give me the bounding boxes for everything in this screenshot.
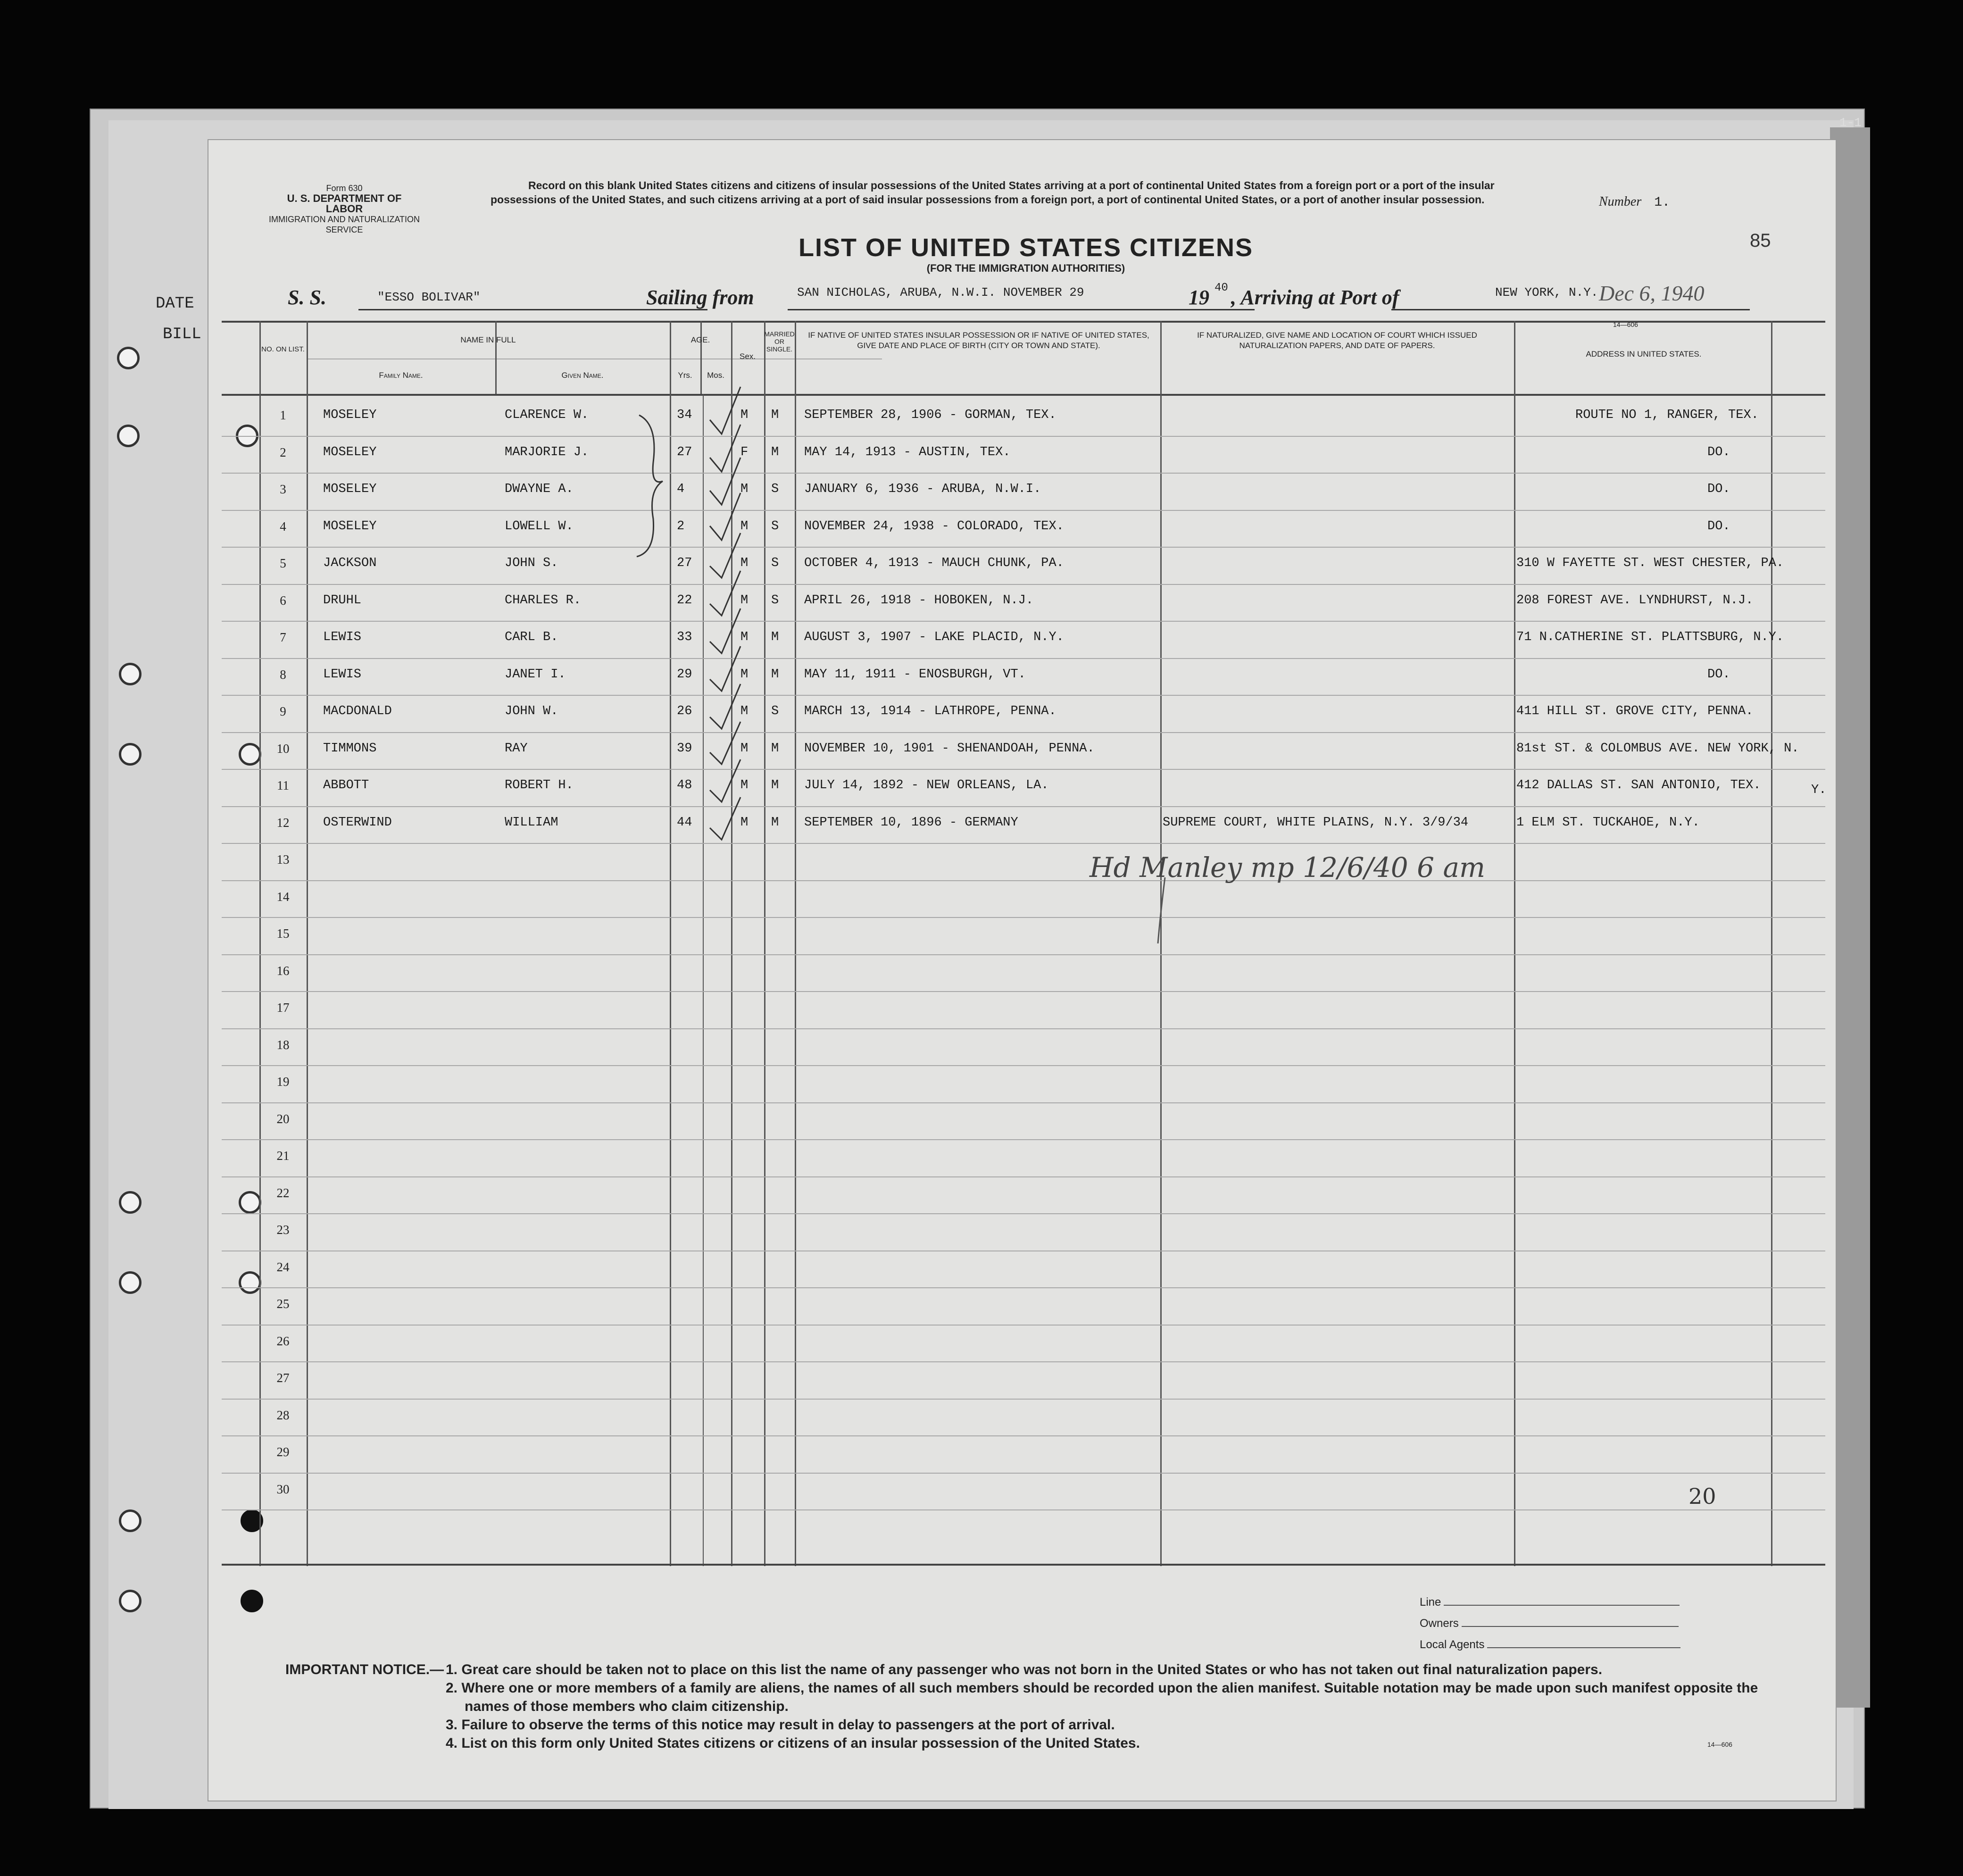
sailing-label: Sailing from [646,286,754,309]
sex-cell: F [740,445,749,459]
family-name-cell: JACKSON [323,556,377,570]
given-name-cell: WILLIAM [505,815,558,830]
age-years-cell: 26 [677,704,692,718]
birth-info-cell: SEPTEMBER 28, 1906 - GORMAN, TEX. [804,408,1056,422]
marital-status-cell: S [771,704,779,718]
address-cell: DO. [1707,482,1730,496]
row-number: 27 [276,1371,290,1385]
row-number: 17 [276,1001,290,1015]
sex-cell: M [740,593,749,608]
age-years-cell: 33 [677,630,692,644]
col-married-single: MARRIED OR SINGLE. [764,330,795,353]
department: U. S. DEPARTMENT OF LABOR [287,192,402,215]
marital-status-cell: M [771,815,779,830]
col-yrs: Yrs. [678,371,692,380]
age-years-cell: 48 [677,778,692,792]
binder-hole [119,1509,141,1532]
family-name-cell: MOSELEY [323,445,377,459]
binder-hole [119,663,141,685]
marital-status-cell: M [771,778,779,792]
row-number: 29 [276,1445,290,1459]
row-number: 19 [276,1075,290,1089]
col-name-in-full: NAME IN FULL [460,335,516,344]
check-mark [710,387,740,434]
notice-lead: IMPORTANT NOTICE.— [285,1662,444,1677]
col-given-name: Given Name. [561,371,604,380]
given-name-cell: ROBERT H. [505,778,574,792]
sex-cell: M [740,778,749,792]
row-number: 9 [280,704,286,718]
notice-item: 2. Where one or more members of a family are aliens, the names of all such members should be recorded upon the alien manifest. Suitable notation may be made upon such manifest opposite the names of those members who claim citizenship. [446,1680,1758,1714]
age-years-cell: 27 [677,556,692,570]
row-number: 30 [276,1482,290,1496]
row-number: 13 [276,852,290,867]
row-number: 1 [280,408,286,422]
check-mark [710,425,740,472]
col-address: ADDRESS IN UNITED STATES. [1586,350,1702,359]
agents-label-text: Local Agents [1420,1638,1485,1651]
birth-info-cell: AUGUST 3, 1907 - LAKE PLACID, N.Y. [804,630,1064,644]
binder-hole [119,1590,141,1612]
birth-info-cell: MAY 11, 1911 - ENOSBURGH, VT. [804,667,1026,682]
row-number: 3 [280,482,286,496]
birth-info-cell: NOVEMBER 10, 1901 - SHENANDOAH, PENNA. [804,741,1095,756]
binder-hole [117,347,140,369]
ss-label: S. S. [288,286,326,309]
notice-item: 3. Failure to observe the terms of this notice may result in delay to passengers at the port of arrival. [446,1717,1115,1733]
arrival-port: NEW YORK, N.Y. [1495,285,1598,300]
page-stamp: 85 [1750,230,1771,251]
notice-item: 1. Great care should be taken not to place on this list the name of any passenger who was not born in the United States or who has not taken out final naturalization papers. [446,1662,1603,1677]
age-years-cell: 44 [677,815,692,830]
family-name-cell: MOSELEY [323,519,377,534]
printer-mark: 14—606 [1613,321,1638,328]
row-number: 23 [276,1223,290,1237]
age-years-cell: 39 [677,741,692,756]
given-name-cell: CLARENCE W. [505,408,589,422]
family-name-cell: OSTERWIND [323,815,392,830]
sex-cell: M [740,704,749,718]
address-cell: DO. [1707,667,1730,682]
row-number: 18 [276,1037,290,1052]
age-years-cell: 4 [677,482,685,496]
col-family-name: Family Name. [379,371,423,380]
check-mark [710,759,740,802]
check-mark [710,797,740,840]
address-cell: 208 FOREST AVE. LYNDHURST, N.J. [1516,593,1754,608]
marital-status-cell: S [771,593,779,608]
page-title: LIST OF UNITED STATES CITIZENS [799,233,1253,262]
address-cell: 71 N.CATHERINE ST. PLATTSBURG, N.Y. [1516,630,1784,644]
birth-info-cell: MARCH 13, 1914 - LATHROPE, PENNA. [804,704,1056,718]
owners-label-text: Owners [1420,1617,1459,1630]
given-name-cell: DWAYNE A. [505,482,574,496]
check-mark [710,533,740,578]
binder-hole [241,1590,263,1612]
form-issuer [269,183,420,235]
printer-mark-bottom: 14—606 [1707,1741,1732,1748]
age-years-cell: 27 [677,445,692,459]
marital-status-cell: S [771,556,779,570]
marital-status-cell: M [771,667,779,682]
binder-hole [119,1271,141,1294]
marital-status-cell: M [771,630,779,644]
form-number: Form 630 [326,183,363,193]
arrival-date: Dec 6, 1940 [1599,281,1705,305]
birth-info-cell: APRIL 26, 1918 - HOBOKEN, N.J. [804,593,1034,608]
binder-hole [119,743,141,766]
age-years-cell: 22 [677,593,692,608]
birth-info-cell: MAY 14, 1913 - AUSTIN, TEX. [804,445,1011,459]
address-cell: ROUTE NO 1, RANGER, TEX. [1575,408,1759,422]
col-age: AGE. [690,335,710,344]
check-mark [710,646,740,691]
marital-status-cell: M [771,741,779,756]
year-prefix: 19 [1189,286,1209,309]
col-sex: Sex. [739,352,756,361]
arriving-label: , Arriving at Port of [1231,286,1399,309]
check-mark [710,493,740,540]
address-overflow: Y. [1811,783,1827,797]
family-name-cell: ABBOTT [323,778,369,792]
given-name-cell: JANET I. [505,667,566,682]
marital-status-cell: M [771,408,779,422]
given-name-cell: JOHN W. [505,704,558,718]
record-instructions: Record on this blank United States citizens and citizens of insular possessions of the United States arriving at a port of continental United States from a foreign port or a port of the insular possessions of the United States, and such citizens arriving at a port of said insular possessions from a foreign port, a port of continental United States, or a port of another insular possession. [491,179,1495,206]
sex-cell: M [740,408,749,422]
address-cell: 310 W FAYETTE ST. WEST CHESTER, PA. [1516,556,1784,570]
row-number: 7 [280,630,286,644]
col-naturalized: IF NATURALIZED, GIVE NAME AND LOCATION OF COURT WHICH ISSUED NATURALIZATION PAPERS, AND DATE OF PAPERS. [1197,331,1477,350]
col-birth: IF NATIVE OF UNITED STATES INSULAR POSSESSION OR IF NATIVE OF UNITED STATES, GIVE DATE AND PLACE OF BIRTH (CITY OR TOWN AND STATE). [808,331,1149,350]
sex-cell: M [740,482,749,496]
age-years-cell: 34 [677,408,692,422]
manifest-table [222,321,1825,1566]
birth-info-cell: NOVEMBER 24, 1938 - COLORADO, TEX. [804,519,1064,534]
family-name-cell: MACDONALD [323,704,392,718]
row-number: 14 [276,889,290,904]
sailing-from: SAN NICHOLAS, ARUBA, N.W.I. NOVEMBER 29 [797,285,1084,300]
marital-status-cell: S [771,482,779,496]
binder-hole [119,1191,141,1214]
line-label [1420,1596,1680,1609]
family-name-cell: MOSELEY [323,482,377,496]
corner-mark: 1-1 [1839,116,1862,130]
ship-name: "ESSO BOLIVAR" [377,290,481,304]
address-cell: DO. [1707,519,1730,534]
row-number: 22 [276,1185,290,1200]
sex-cell: M [740,556,749,570]
address-cell: DO. [1707,445,1730,459]
row-number: 8 [280,667,286,682]
side-bill-label: BILL [163,325,201,343]
family-name-cell: MOSELEY [323,408,377,422]
sex-cell: M [740,667,749,682]
notice-item: 4. List on this form only United States citizens or citizens of an insular possession of the United States. [446,1735,1140,1751]
given-name-cell: CARL B. [505,630,558,644]
side-date-label: DATE [156,295,194,313]
birth-info-cell: JANUARY 6, 1936 - ARUBA, N.W.I. [804,482,1041,496]
list-number [1599,194,1670,210]
row-number: 25 [276,1297,290,1311]
row-number: 28 [276,1408,290,1422]
line-label-text: Line [1420,1596,1441,1609]
given-name-cell: CHARLES R. [505,593,582,608]
sex-cell: M [740,815,749,830]
given-name-cell: MARJORIE J. [505,445,589,459]
birth-info-cell: JULY 14, 1892 - NEW ORLEANS, LA. [804,778,1049,792]
row-number: 11 [277,778,289,792]
number-value: 1. [1654,195,1670,210]
family-name-cell: DRUHL [323,593,362,608]
address-cell: 412 DALLAS ST. SAN ANTONIO, TEX. [1516,778,1761,792]
address-cell: 81st ST. & COLOMBUS AVE. NEW YORK, N. [1516,741,1799,756]
sex-cell: M [740,741,749,756]
given-name-cell: JOHN S. [505,556,558,570]
check-mark [710,684,740,729]
service: IMMIGRATION AND NATURALIZATION SERVICE [269,215,420,234]
given-name-cell: LOWELL W. [505,519,574,534]
age-years-cell: 2 [677,519,685,534]
col-mos: Mos. [707,371,724,380]
birth-info-cell: SEPTEMBER 10, 1896 - GERMANY [804,815,1018,830]
check-mark [710,609,740,653]
annotation-marks [222,321,1825,1566]
row-number: 6 [280,593,286,608]
row-number: 24 [276,1259,290,1274]
family-name-cell: TIMMONS [323,741,377,756]
col-no-on-list: NO. ON LIST. [261,345,305,353]
handwritten-note: Hd Manley mp 12/6/40 6 am [1090,851,1486,884]
binder-hole [117,425,140,447]
row-number: 16 [276,963,290,978]
row-number: 26 [276,1334,290,1348]
owners-label [1420,1617,1679,1630]
marital-status-cell: M [771,445,779,459]
marital-status-cell: S [771,519,779,534]
agents-label [1420,1638,1680,1651]
row-number: 12 [276,815,290,830]
address-cell: 1 ELM ST. TUCKAHOE, N.Y. [1516,815,1700,830]
given-name-cell: RAY [505,741,528,756]
row-number: 4 [280,519,286,534]
family-name-cell: LEWIS [323,630,362,644]
age-years-cell: 29 [677,667,692,682]
naturalization-cell: SUPREME COURT, WHITE PLAINS, N.Y. 3/9/34 [1163,815,1469,830]
check-mark [710,722,740,764]
sex-cell: M [740,630,749,644]
row-number: 2 [280,445,286,459]
birth-info-cell: OCTOBER 4, 1913 - MAUCH CHUNK, PA. [804,556,1064,570]
important-notice [285,1660,1795,1752]
voyage-line [288,281,1750,314]
number-label: Number [1599,194,1642,209]
family-name-cell: LEWIS [323,667,362,682]
year-suffix: 40 [1214,282,1228,294]
row-number: 15 [276,926,290,941]
row-number: 10 [276,741,290,756]
row-number: 21 [276,1149,290,1163]
row-number: 5 [280,556,286,570]
page-total: 20 [1689,1484,1716,1509]
check-mark [710,571,740,616]
address-cell: 411 HILL ST. GROVE CITY, PENNA. [1516,704,1754,718]
sex-cell: M [740,519,749,534]
page-subtitle: (FOR THE IMMIGRATION AUTHORITIES) [926,262,1125,274]
row-number: 20 [276,1111,290,1126]
